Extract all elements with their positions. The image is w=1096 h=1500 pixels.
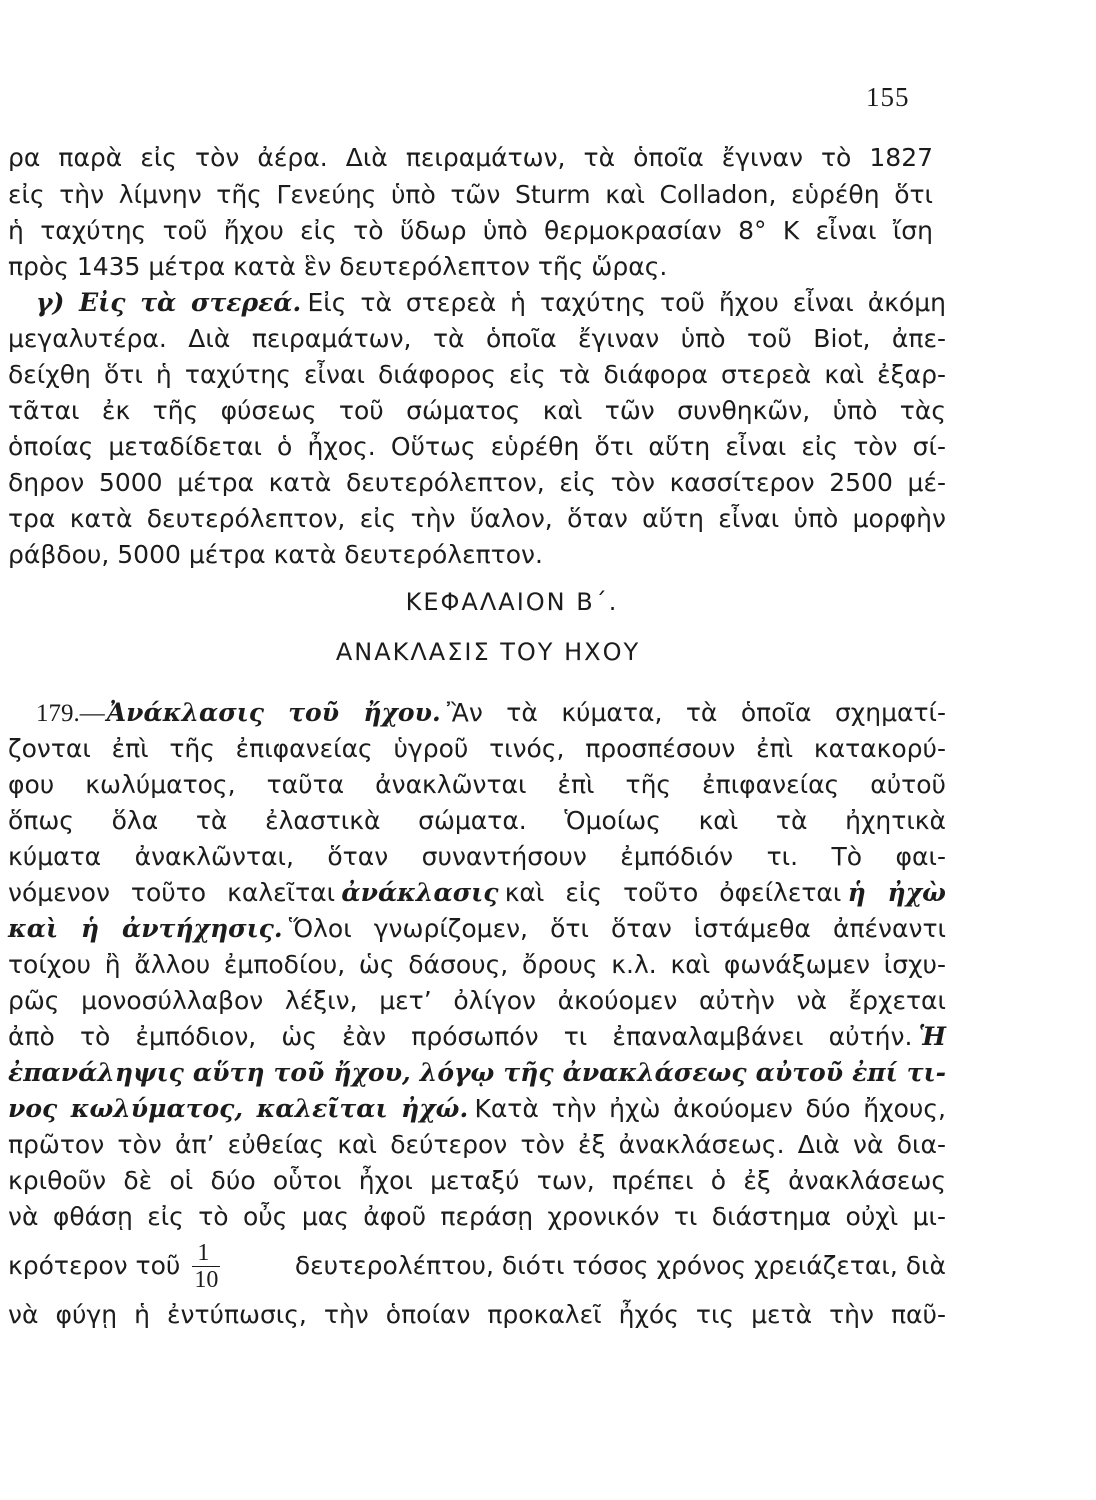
fraction-one-tenth (186, 1240, 220, 1293)
definition-end: νος κωλύματος, καλεῖται ἠχώ. (8, 1094, 469, 1123)
text-line (8, 878, 946, 908)
text-line: πρῶτον τὸν ἀπ’ εὐθείας καὶ δεύτερον τὸν ἐξ ἀνακλάσεως. Διὰ νὰ δια- (8, 1130, 946, 1159)
section-heading: ΑΝΑΚΛΑΣΙΣ ΤΟΥ ΗΧΟΥ (335, 638, 641, 666)
text-line: κριθοῦν δὲ οἱ δύο οὗτοι ἦχοι μεταξύ των, πρέπει ὁ ἐξ ἀνακλάσεως (8, 1166, 946, 1195)
definition-start: Ἡ (918, 1022, 946, 1051)
text-line: μεγαλυτέρα. Διὰ πειραμάτων, τὰ ὁποῖα ἔγιναν ὑπὸ τοῦ Biot, ἀπε- (8, 324, 946, 353)
text-run: Κατὰ τὴν ἠχὼ ἀκούομεν δύο ἤχους, (474, 1094, 946, 1123)
text-run: κρότερον τοῦ (8, 1251, 181, 1280)
definition-line: ἐπανάληψις αὕτη τοῦ ἤχου, λόγῳ τῆς ἀνακλάσεως αὐτοῦ ἐπί τι- (8, 1058, 946, 1087)
text-run: νόμενον τοῦτο καλεῖται (8, 878, 336, 907)
text-line (8, 1022, 946, 1052)
text-line: εἰς τὴν λίμνην τῆς Γενεύης ὑπὸ τῶν Sturm καὶ Colladon, εὑρέθη ὅτι (8, 180, 933, 209)
text-line: δείχθη ὅτι ἡ ταχύτης εἶναι διάφορος εἰς τὰ διάφορα στερεὰ καὶ ἐξαρ- (8, 360, 946, 389)
text-line: πρὸς 1435 μέτρα κατὰ ἓν δευτερόλεπτον τῆς ὥρας. (8, 252, 668, 281)
text-line: τᾶται ἐκ τῆς φύσεως τοῦ σώματος καὶ τῶν συνθηκῶν, ὑπὸ τὰς (8, 396, 946, 425)
text-line: ρα παρὰ εἰς τὸν ἀέρα. Διὰ πειραμάτων, τὰ ὁποῖα ἔγιναν τὸ 1827 (8, 143, 933, 172)
text-line: νὰ φθάσῃ εἰς τὸ οὖς μας ἀφοῦ περάσῃ χρονικόν τι διάστημα οὐχὶ μι- (8, 1202, 946, 1231)
text-line: φου κωλύματος, ταῦτα ἀνακλῶνται ἐπὶ τῆς ἐπιφανείας αὐτοῦ (8, 770, 946, 799)
text-run: Εἰς τὰ στερεὰ ἡ ταχύτης τοῦ ἤχου εἶναι ἀκόμη (307, 288, 946, 317)
text-line (36, 698, 946, 729)
text-run: ἀπὸ τὸ ἐμπόδιον, ὡς ἐὰν πρόσωπόν τι ἐπαναλαμβάνει αὐτήν. (8, 1022, 913, 1051)
term-echo: ἡ ἠχὼ (847, 878, 946, 907)
text-line: νὰ φύγῃ ἡ ἐντύπωσις, τὴν ὁποίαν προκαλεῖ ἦχός τις μετὰ τὴν παῦ- (8, 1300, 946, 1329)
text-run: δευτερολέπτου, διότι τόσος χρόνος χρειάζεται, διὰ (294, 1251, 946, 1280)
text-line: ὁποίας μεταδίδεται ὁ ἦχος. Οὕτως εὑρέθη ὅτι αὕτη εἶναι εἰς τὸν σί- (8, 432, 946, 461)
text-run: Ὅλοι γνωρίζομεν, ὅτι ὅταν ἱστάμεθα ἀπέναντι (288, 914, 946, 943)
fraction-numerator: 1 (197, 1239, 210, 1266)
text-line (8, 1094, 946, 1124)
text-line: δηρον 5000 μέτρα κατὰ δευτερόλεπτον, εἰς τὸν κασσίτερον 2500 μέ- (8, 468, 946, 497)
fraction-denominator: 10 (194, 1266, 219, 1293)
text-line-with-fraction (8, 1238, 946, 1294)
text-run: καὶ εἰς τοῦτο ὀφείλεται (504, 878, 842, 907)
term-anaklasis: ἀνάκλασις (341, 878, 499, 907)
text-line (36, 288, 946, 318)
text-line (8, 914, 946, 944)
text-line: ράβδου, 5000 μέτρα κατὰ δευτερόλεπτον. (8, 540, 543, 569)
text-run: Ἂν τὰ κύματα, τὰ ὁποῖα σχηματί- (446, 698, 946, 727)
text-line: κύματα ἀνακλῶνται, ὅταν συναντήσουν ἐμπόδιόν τι. Τὸ φαι- (8, 842, 946, 871)
page-number: 155 (866, 82, 910, 112)
text-line: ζονται ἐπὶ τῆς ἐπιφανείας ὑγροῦ τινός, προσπέσουν ἐπὶ κατακορύ- (8, 734, 946, 763)
term-antichesis: καὶ ἡ ἀντήχησις. (8, 914, 283, 943)
text-line: ρῶς μονοσύλλαβον λέξιν, μετ’ ὀλίγον ἀκούομεν αὐτὴν νὰ ἔρχεται (8, 986, 946, 1015)
section-title: Ἀνάκλασις τοῦ ἤχου. (106, 698, 441, 727)
chapter-heading: ΚΕΦΑΛΑΙΟΝ Β΄. (405, 588, 619, 616)
text-line: ἡ ταχύτης τοῦ ἤχου εἰς τὸ ὕδωρ ὑπὸ θερμοκρασίαν 8° Κ εἶναι ἴση (8, 216, 933, 245)
text-line: τοίχου ἢ ἄλλου ἐμποδίου, ὡς δάσους, ὄρους κ.λ. καὶ φωνάξωμεν ἰσχυ- (8, 950, 946, 979)
section-number: 179.— (36, 700, 105, 727)
text-line: ὅπως ὅλα τὰ ἐλαστικὰ σώματα. Ὁμοίως καὶ τὰ ἠχητικὰ (8, 806, 946, 835)
text-line: τρα κατὰ δευτερόλεπτον, εἰς τὴν ὕαλον, ὅταν αὕτη εἶναι ὑπὸ μορφὴν (8, 504, 946, 533)
subsection-label: γ) Εἰς τὰ στερεά. (36, 288, 302, 317)
